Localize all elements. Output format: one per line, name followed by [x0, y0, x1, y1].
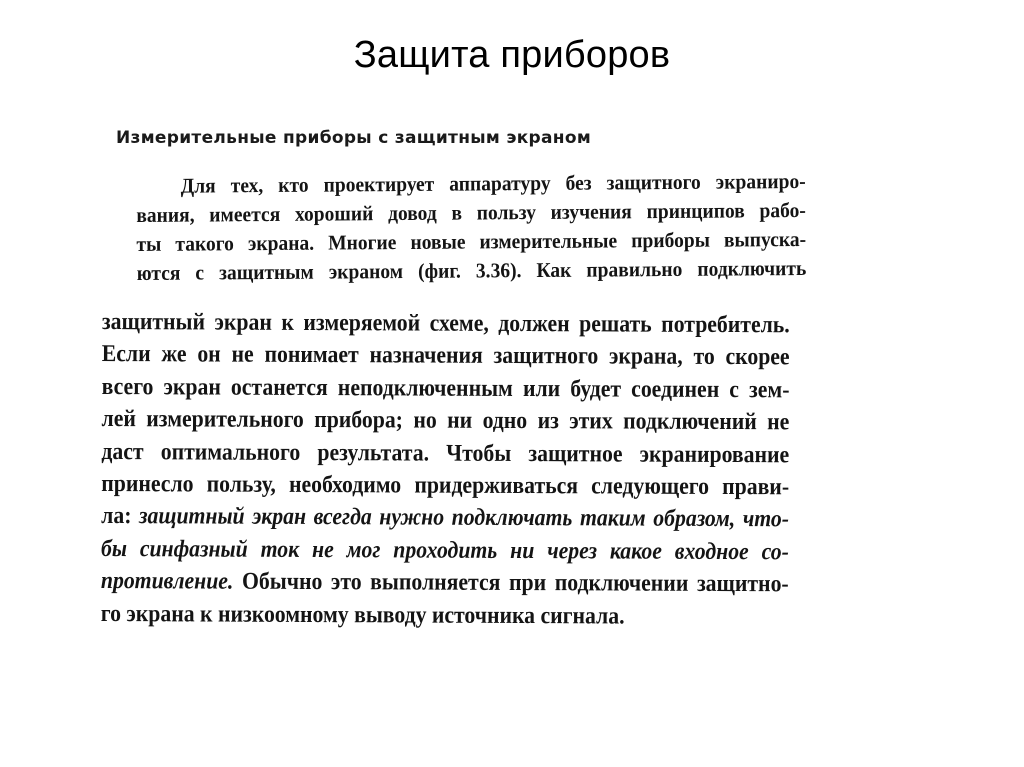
text-line: ты такого экрана. Многие новые измерительные приборы выпуска- [136, 226, 807, 256]
scanned-paragraph-top [136, 167, 806, 288]
text-line: всего экран останется неподключенным или будет соединен с зем- [101, 373, 790, 404]
emphasized-rule-text: защитный экран всегда нужно подключать таким образом, что- [139, 503, 789, 533]
text-line: лей измерительного прибора; но ни одно из этих подключений не [101, 406, 790, 436]
text-line [101, 533, 789, 569]
text-line: ются с защитным экраном (фиг. 3.36). Как правильно подключить [136, 255, 807, 285]
scanned-paragraph-bottom [101, 306, 790, 633]
slide-title: Защита приборов [353, 34, 671, 76]
emphasized-rule-text: бы синфазный ток не мог проходить ни через какое входное со- [100, 535, 789, 566]
text-line: принесло пользу, необходимо придерживаться следующего прави- [101, 471, 790, 501]
text-line [101, 565, 789, 601]
text-line: Если же он не понимает назначения защитного экрана, то скорее [101, 341, 790, 371]
emphasized-rule-text: противление. [100, 568, 234, 595]
text-line: даст оптимального результата. Чтобы защитное экранирование [101, 438, 790, 468]
text-line: вания, имеется хороший довод в пользу изучения принципов рабо- [136, 197, 806, 227]
text-line: го экрана к низкоомному выводу источника сигнала. [100, 600, 625, 630]
text-line: защитный экран к измеряемой схеме, должен решать потребитель. [101, 308, 790, 339]
section-heading: Измерительные приборы с защитным экраном [116, 128, 592, 148]
text-line [101, 500, 789, 536]
text-line: Для тех, кто проектирует аппаратуру без защитного экраниро- [180, 168, 806, 198]
text-segment: Обычно это выполняется при подключении защитно- [233, 568, 789, 598]
text-segment: ла: [101, 503, 140, 530]
